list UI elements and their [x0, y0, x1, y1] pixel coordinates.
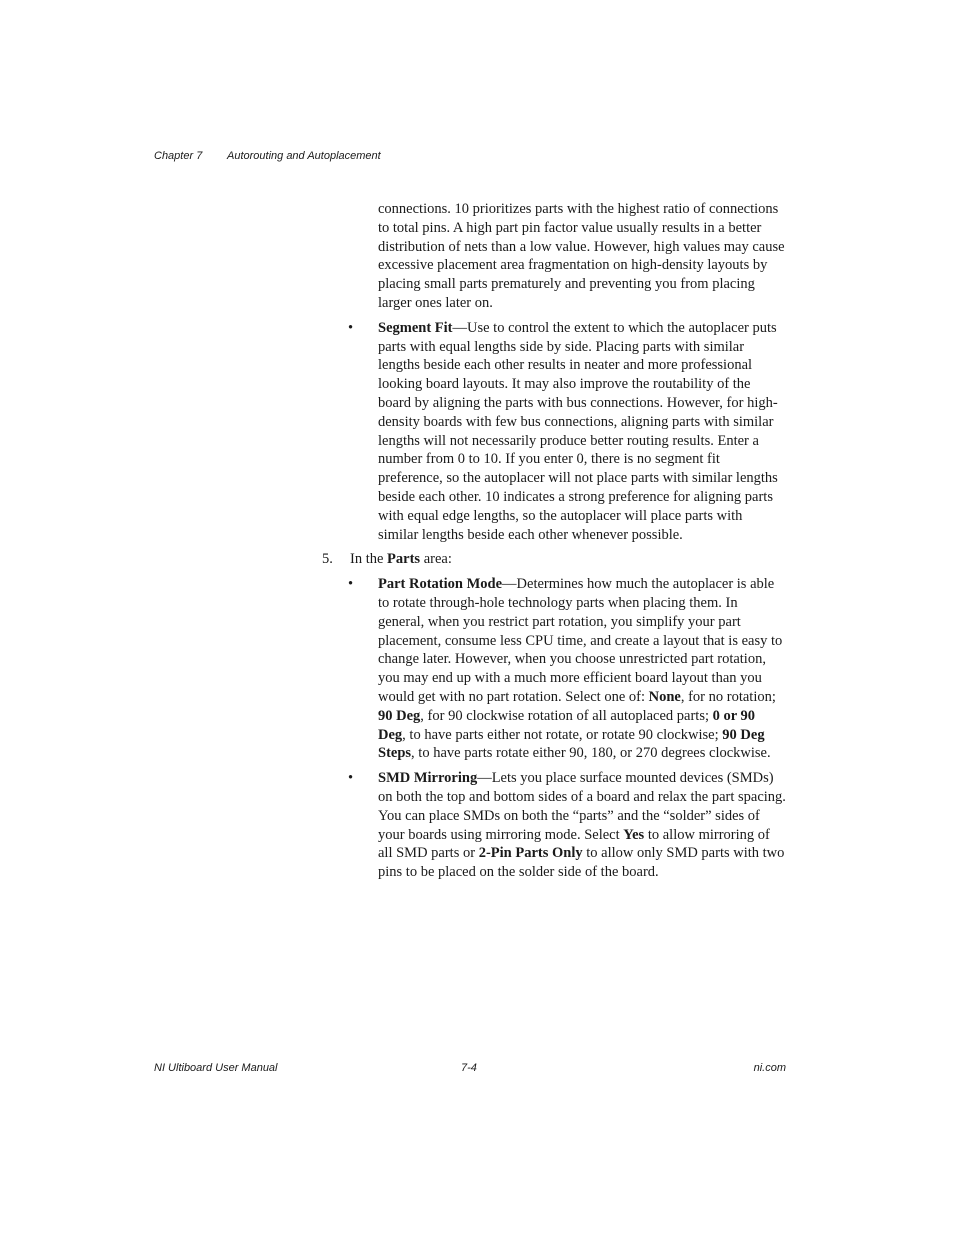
- part-rotation-text: , to have parts either not rotate, or rotate 90 clockwise;: [402, 726, 723, 743]
- bullet-icon: •: [348, 770, 354, 787]
- step-text-post: area:: [420, 551, 452, 568]
- intro-paragraph: connections. 10 prioritizes parts with the highest ratio of connections to total pins. A high part pin factor value usually results in a better distribution of nets than a low value. However, high values may cause excessive placement area fragmentation on high-density layouts by placing small parts prematurely and preventing you from placing larger ones later on.: [378, 201, 785, 311]
- smd-mirroring-text: to allow mirroring of all SMD parts or: [378, 826, 770, 862]
- manual-title: NI Ultiboard User Manual: [154, 1062, 278, 1074]
- part-rotation-text: , to have parts rotate either 90, 180, or 270 degrees clockwise.: [411, 745, 771, 762]
- step-text-bold: Parts: [387, 551, 421, 568]
- bullet-smd-mirroring: [348, 769, 786, 882]
- option-none: None: [648, 688, 681, 705]
- step-5: [322, 550, 786, 569]
- part-rotation-text: , for 90 clockwise rotation of all autoplaced parts;: [420, 707, 713, 724]
- option-0-or-90-deg: 0 or 90 Deg: [378, 707, 756, 743]
- option-yes: Yes: [623, 826, 645, 843]
- part-rotation-text: , for no rotation;: [680, 688, 776, 705]
- step-text-pre: In the: [350, 551, 388, 568]
- smd-mirroring-text: —Lets you place surface mounted devices (SMDs) on both the top and bottom sides of a board and relax the part spacing. You can place SMDs on both the “parts” and the “solder” sides of your boards using mirroring mode. Select: [378, 770, 786, 843]
- page-number: 7-4: [461, 1062, 477, 1074]
- chapter-label: Chapter 7: [154, 150, 203, 162]
- segment-fit-text: —Use to control the extent to which the autoplacer puts parts with equal lengths side by side. Placing parts with similar lengths beside each other results in neater and more professional looking board layouts. It may also improve the routability of the board by aligning the parts with bus connections. However, for high-density boards with few bus connections, aligning parts with similar lengths will not necessarily produce better routing results. Enter a number from 0 to 10. If you enter 0, there is no segment fit preference, so the autoplacer will not place parts with similar lengths beside each other. 10 indicates a strong preference for aligning parts with equal edge lengths, so the autoplacer will place parts with similar lengths beside each other whenever possible.: [378, 319, 778, 543]
- part-rotation-text: —Determines how much the autoplacer is able to rotate through-hole technology parts when placing them. In general, when you restrict part rotation, you simplify your part placement, consume less CPU time, and create a layout that is easy to change later. However, when you choose unrestricted part rotation, you may end up with a much more efficient board layout than you would get with no part rotation. Select one of:: [378, 576, 783, 705]
- option-2-pin-parts-only: 2-Pin Parts Only: [478, 845, 583, 862]
- bullet-part-rotation: [348, 575, 786, 763]
- chapter-title: Autorouting and Autoplacement: [227, 150, 381, 162]
- page-body: [322, 200, 786, 888]
- option-90-deg-steps: 90 Deg Steps: [378, 726, 765, 762]
- bullet-icon: •: [348, 319, 354, 336]
- term-smd-mirroring: SMD Mirroring: [378, 770, 478, 787]
- smd-mirroring-text: to allow only SMD parts with two pins to be placed on the solder side of the board.: [378, 845, 785, 881]
- bullet-icon: •: [348, 576, 354, 593]
- running-header: [154, 150, 381, 162]
- term-segment-fit: Segment Fit: [378, 319, 453, 336]
- bullet-segment-fit: [348, 319, 786, 545]
- step-number: 5.: [322, 551, 333, 568]
- term-part-rotation: Part Rotation Mode: [378, 576, 503, 593]
- option-90-deg: 90 Deg: [378, 707, 421, 724]
- website-link: ni.com: [753, 1062, 786, 1074]
